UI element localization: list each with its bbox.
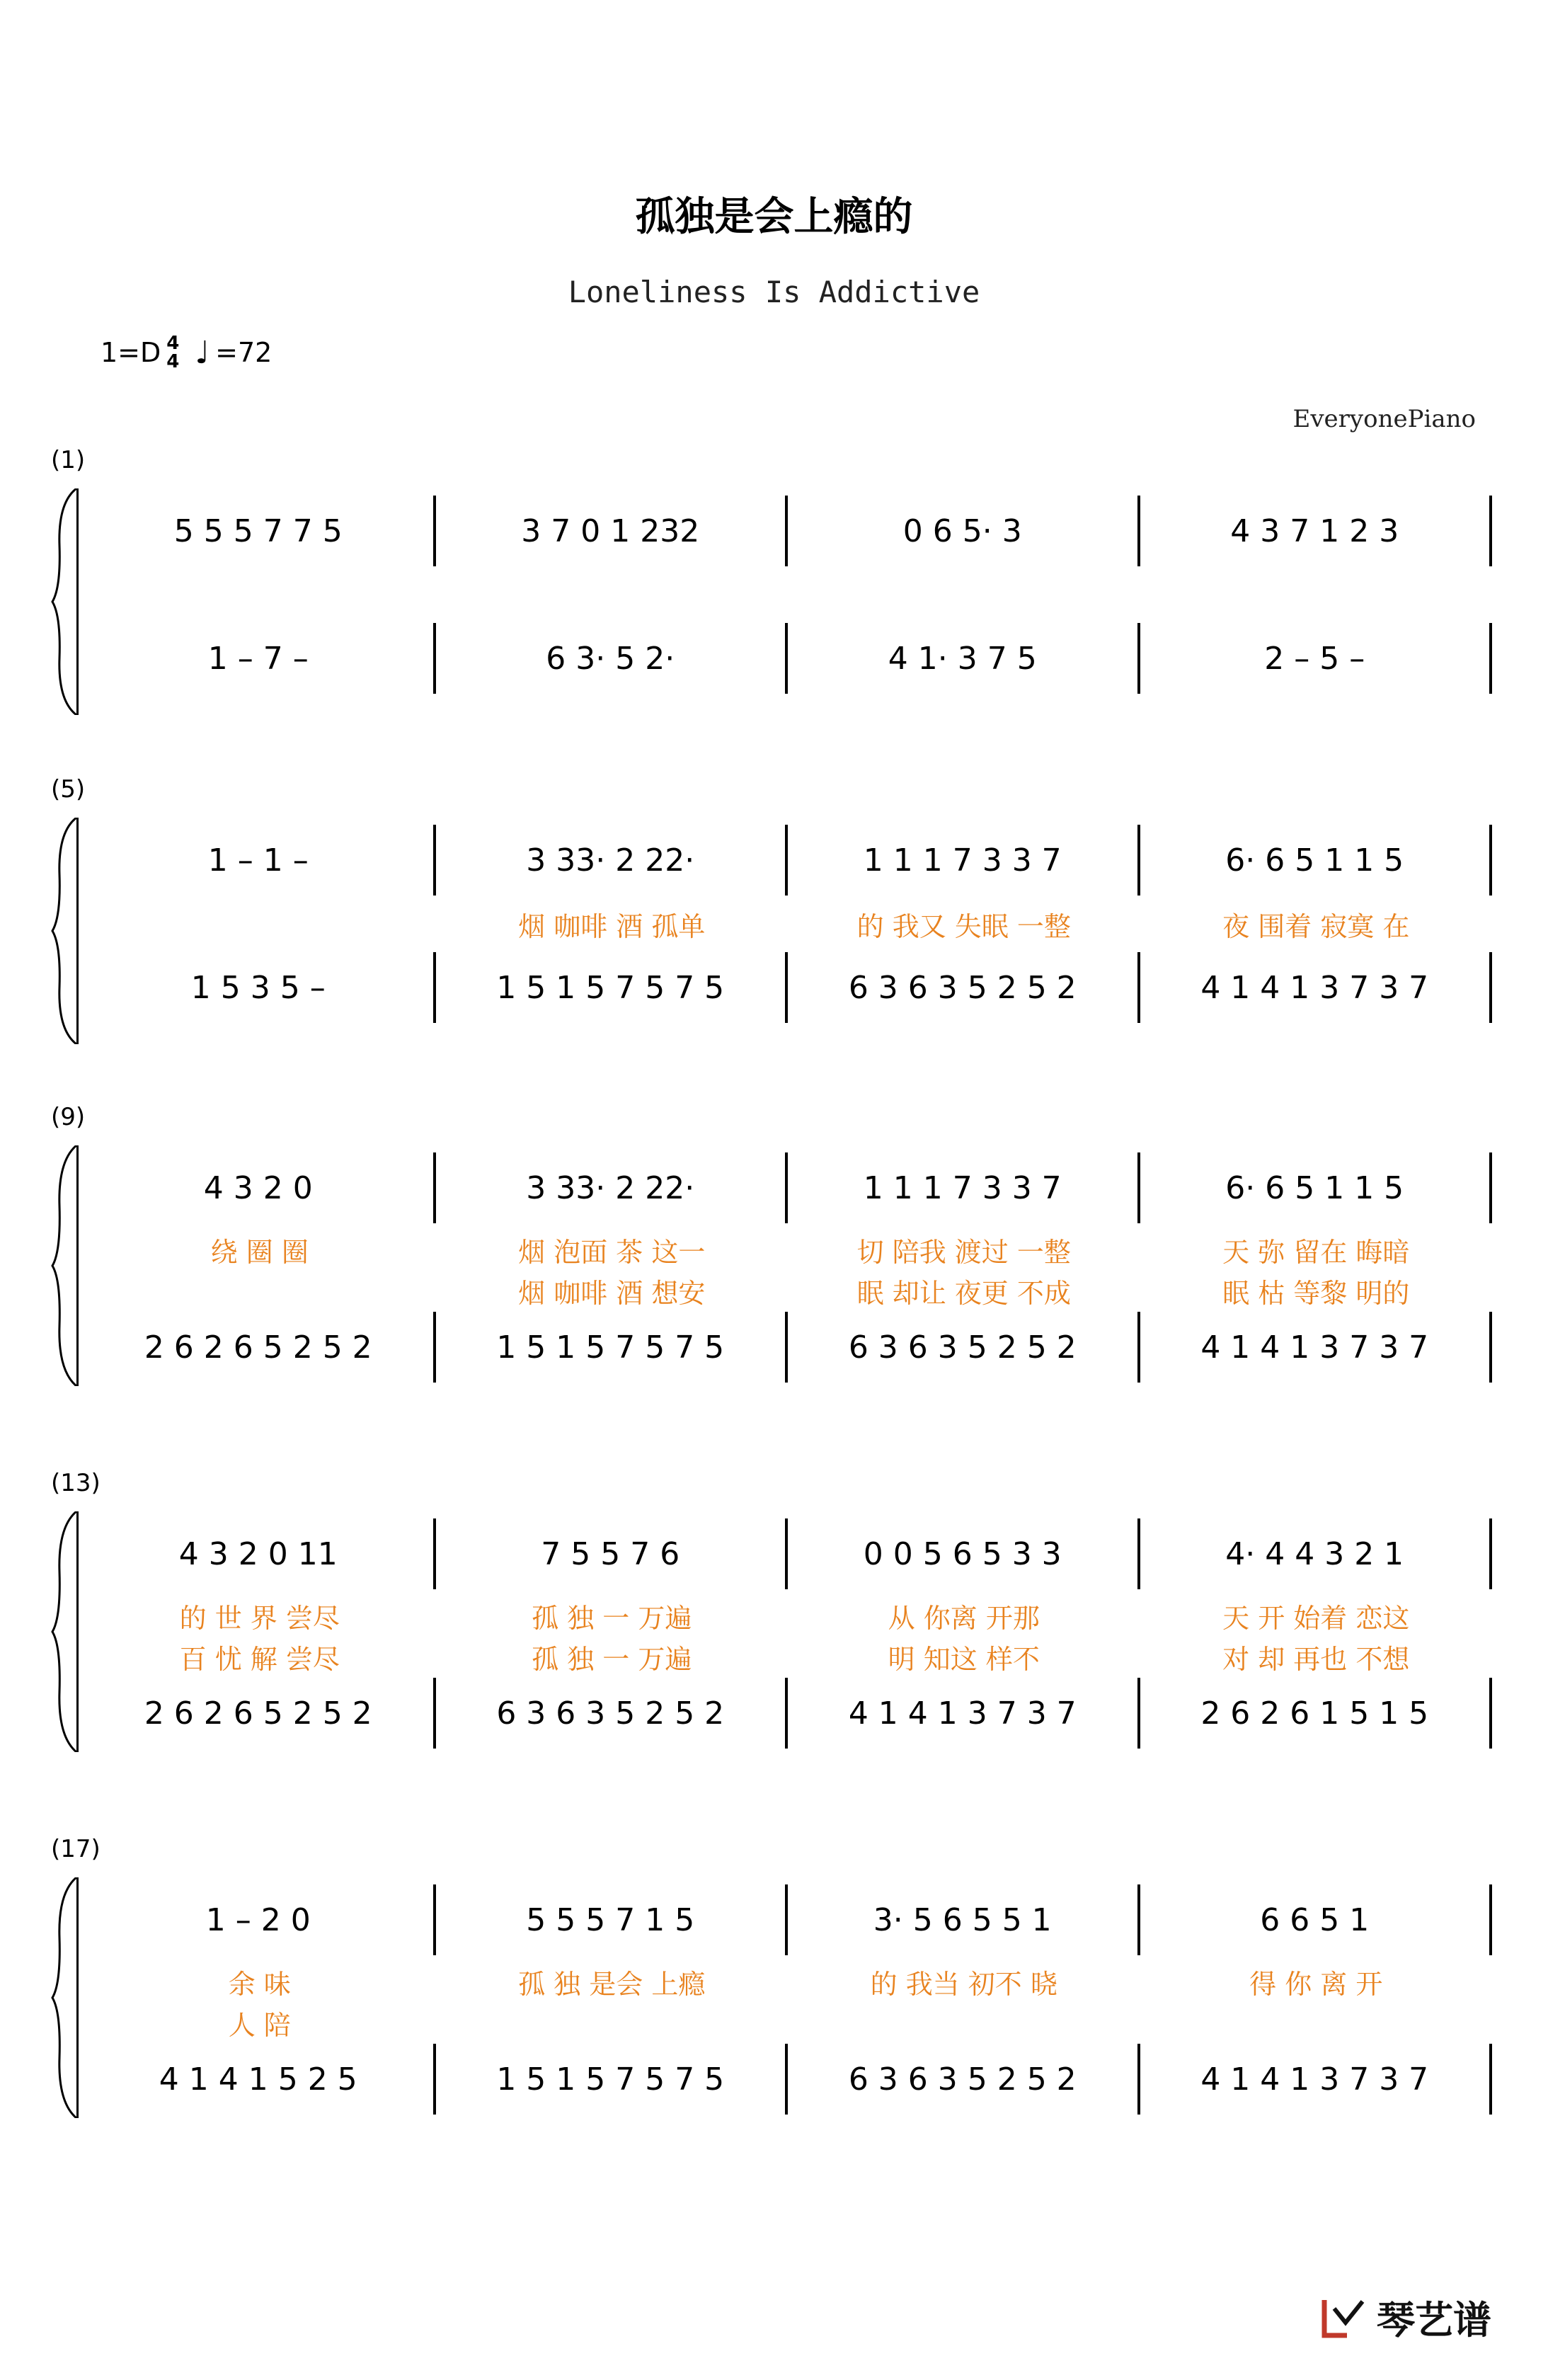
bass-row: [84, 623, 1492, 694]
treble-row: [84, 1152, 1492, 1223]
treble-measure: 3· 5 6 5 5 1: [873, 1901, 1052, 1938]
bass-measure: 6 3 6 3 5 2 5 2: [848, 2061, 1077, 2098]
key-signature: 1=D: [101, 337, 161, 368]
treble-measure: 7 5 5 7 6: [541, 1535, 680, 1572]
song-subtitle: Loneliness Is Addictive: [568, 275, 980, 309]
lyric-measure: 对 却 再也 不想: [1222, 1644, 1410, 1675]
bass-measure: 1 – 7 –: [207, 640, 309, 677]
treble-measure: 6· 6 5 1 1 5: [1225, 1169, 1404, 1206]
lyric-measure: [436, 2003, 789, 2042]
measure-number: (5): [51, 775, 86, 803]
bass-measure: 6 3· 5 2·: [546, 640, 675, 677]
lyric-measure: 明 知这 样不: [888, 1644, 1040, 1675]
lyric-measure: [1140, 2003, 1493, 2042]
lyric-measure: 孤 独 一 万遍: [532, 1603, 692, 1634]
treble-measure: 3 33· 2 22·: [526, 842, 695, 879]
bass-measure: 2 6 2 6 5 2 5 2: [144, 1329, 372, 1366]
treble-measure: 3 7 0 1 232: [521, 513, 700, 549]
treble-measure: 5 5 5 7 1 5: [526, 1901, 695, 1938]
lyrics-verse-1: [84, 905, 1492, 944]
lyrics-verse-1: [84, 1596, 1492, 1635]
treble-measure: 3 33· 2 22·: [526, 1169, 695, 1206]
treble-measure: 4 3 2 0 11: [178, 1535, 338, 1572]
score-system-5: [0, 768, 1548, 1037]
lyric-measure: 天 开 始着 恋这: [1222, 1603, 1410, 1634]
brace-icon: [51, 488, 79, 715]
lyric-measure: 百 忧 解 尝尽: [179, 1644, 340, 1675]
lyrics-verse-2: [84, 1271, 1492, 1310]
bass-measure: 6 3 6 3 5 2 5 2: [848, 1329, 1077, 1366]
treble-measure: 4 3 2 0: [203, 1169, 313, 1206]
bass-measure: 1 5 3 5 –: [190, 969, 326, 1006]
lyric-measure: 的 世 界 尝尽: [179, 1603, 340, 1634]
lyric-measure: 人 陪: [228, 2010, 291, 2041]
bass-measure: 4 1· 3 7 5: [888, 640, 1037, 677]
piano-logo-icon: [1319, 2293, 1368, 2342]
song-title: 孤独是会上瘾的: [635, 193, 913, 240]
bass-measure: 1 5 1 5 7 5 7 5: [496, 2061, 725, 2098]
treble-measure: 4· 4 4 3 2 1: [1225, 1535, 1404, 1572]
key-tempo-line: [101, 334, 272, 371]
treble-measure: 5 5 5 7 7 5: [173, 513, 343, 549]
brace-icon: [51, 818, 79, 1044]
brace-icon: [51, 1877, 79, 2118]
logo-text: 琴艺谱: [1377, 2298, 1491, 2342]
bass-row: [84, 952, 1492, 1023]
treble-row: [84, 1518, 1492, 1589]
lyric-measure: 眠 却让 夜更 不成: [856, 1278, 1071, 1309]
lyrics-verse-1: [84, 1230, 1492, 1269]
brace-icon: [51, 1145, 79, 1386]
brace-icon: [51, 1511, 79, 1752]
lyric-measure: [84, 1271, 436, 1310]
treble-row: [84, 496, 1492, 566]
lyrics-verse-2: [84, 1637, 1492, 1676]
treble-measure: 0 6 5· 3: [902, 513, 1022, 549]
bass-row: [84, 1678, 1492, 1749]
lyric-measure: 眠 枯 等黎 明的: [1222, 1278, 1410, 1309]
treble-measure: 6· 6 5 1 1 5: [1225, 842, 1404, 879]
lyric-measure: 余 味: [228, 1969, 291, 2000]
site-logo: [1319, 2290, 1491, 2345]
bass-measure: 2 – 5 –: [1264, 640, 1365, 677]
treble-row: [84, 1884, 1492, 1955]
lyric-measure: 切 陪我 渡过 一整: [856, 1237, 1071, 1268]
treble-measure: 1 – 1 –: [207, 842, 309, 879]
time-signature: [166, 334, 179, 371]
lyric-measure: 夜 围着 寂寞 在: [1222, 911, 1410, 942]
lyric-measure: 孤 独 是会 上瘾: [518, 1969, 706, 2000]
lyric-measure: 绕 圈 圈: [210, 1237, 309, 1268]
lyric-measure: 烟 咖啡 酒 想安: [518, 1278, 706, 1309]
treble-measure: 1 1 1 7 3 3 7: [863, 842, 1062, 879]
bass-measure: 4 1 4 1 3 7 3 7: [1200, 969, 1429, 1006]
bass-row: [84, 1312, 1492, 1383]
lyric-measure: 得 你 离 开: [1249, 1969, 1383, 2000]
bass-row: [84, 2044, 1492, 2115]
lyrics-verse-1: [84, 1962, 1492, 2001]
treble-measure: 1 1 1 7 3 3 7: [863, 1169, 1062, 1206]
treble-measure: 4 3 7 1 2 3: [1230, 513, 1399, 549]
bass-measure: 4 1 4 1 5 2 5: [159, 2061, 357, 2098]
score-system-17: [0, 1828, 1548, 2125]
measure-number: (17): [51, 1835, 101, 1863]
time-signature-bottom: 4: [166, 351, 180, 372]
treble-measure: 6 6 5 1: [1260, 1901, 1370, 1938]
quarter-note-icon: ♩: [195, 334, 210, 371]
bass-measure: 2 6 2 6 5 2 5 2: [144, 1695, 372, 1732]
lyric-measure: [788, 2003, 1140, 2042]
arranger-credit: EveryonePiano: [1292, 405, 1476, 433]
treble-measure: 0 0 5 6 5 3 3: [863, 1535, 1062, 1572]
bass-measure: 2 6 2 6 1 5 1 5: [1200, 1695, 1429, 1732]
time-signature-top: 4: [166, 333, 180, 354]
treble-row: [84, 825, 1492, 896]
lyric-measure: 烟 泡面 茶 这一: [518, 1237, 706, 1268]
bass-measure: 6 3 6 3 5 2 5 2: [848, 969, 1077, 1006]
lyric-measure: 的 我当 初不 晓: [870, 1969, 1057, 2000]
bass-measure: 1 5 1 5 7 5 7 5: [496, 969, 725, 1006]
measure-number: (1): [51, 446, 86, 474]
score-system-9: [0, 1096, 1548, 1393]
treble-measure: 1 – 2 0: [205, 1901, 311, 1938]
lyric-measure: 的 我又 失眠 一整: [856, 911, 1071, 942]
lyric-measure: 孤 独 一 万遍: [532, 1644, 692, 1675]
lyrics-verse-2: [84, 2003, 1492, 2042]
lyric-measure: 从 你离 开那: [888, 1603, 1040, 1634]
lyric-measure: 烟 咖啡 酒 孤单: [518, 911, 706, 942]
measure-number: (9): [51, 1103, 86, 1131]
score-system-1: [0, 439, 1548, 708]
score-system-13: [0, 1462, 1548, 1759]
bass-measure: 6 3 6 3 5 2 5 2: [496, 1695, 725, 1732]
tempo-value: =72: [215, 337, 273, 368]
lyric-measure: [84, 905, 436, 944]
measure-number: (13): [51, 1469, 101, 1497]
bass-measure: 4 1 4 1 3 7 3 7: [848, 1695, 1077, 1732]
bass-measure: 1 5 1 5 7 5 7 5: [496, 1329, 725, 1366]
bass-measure: 4 1 4 1 3 7 3 7: [1200, 1329, 1429, 1366]
lyric-measure: 天 弥 留在 晦暗: [1222, 1237, 1410, 1268]
bass-measure: 4 1 4 1 3 7 3 7: [1200, 2061, 1429, 2098]
